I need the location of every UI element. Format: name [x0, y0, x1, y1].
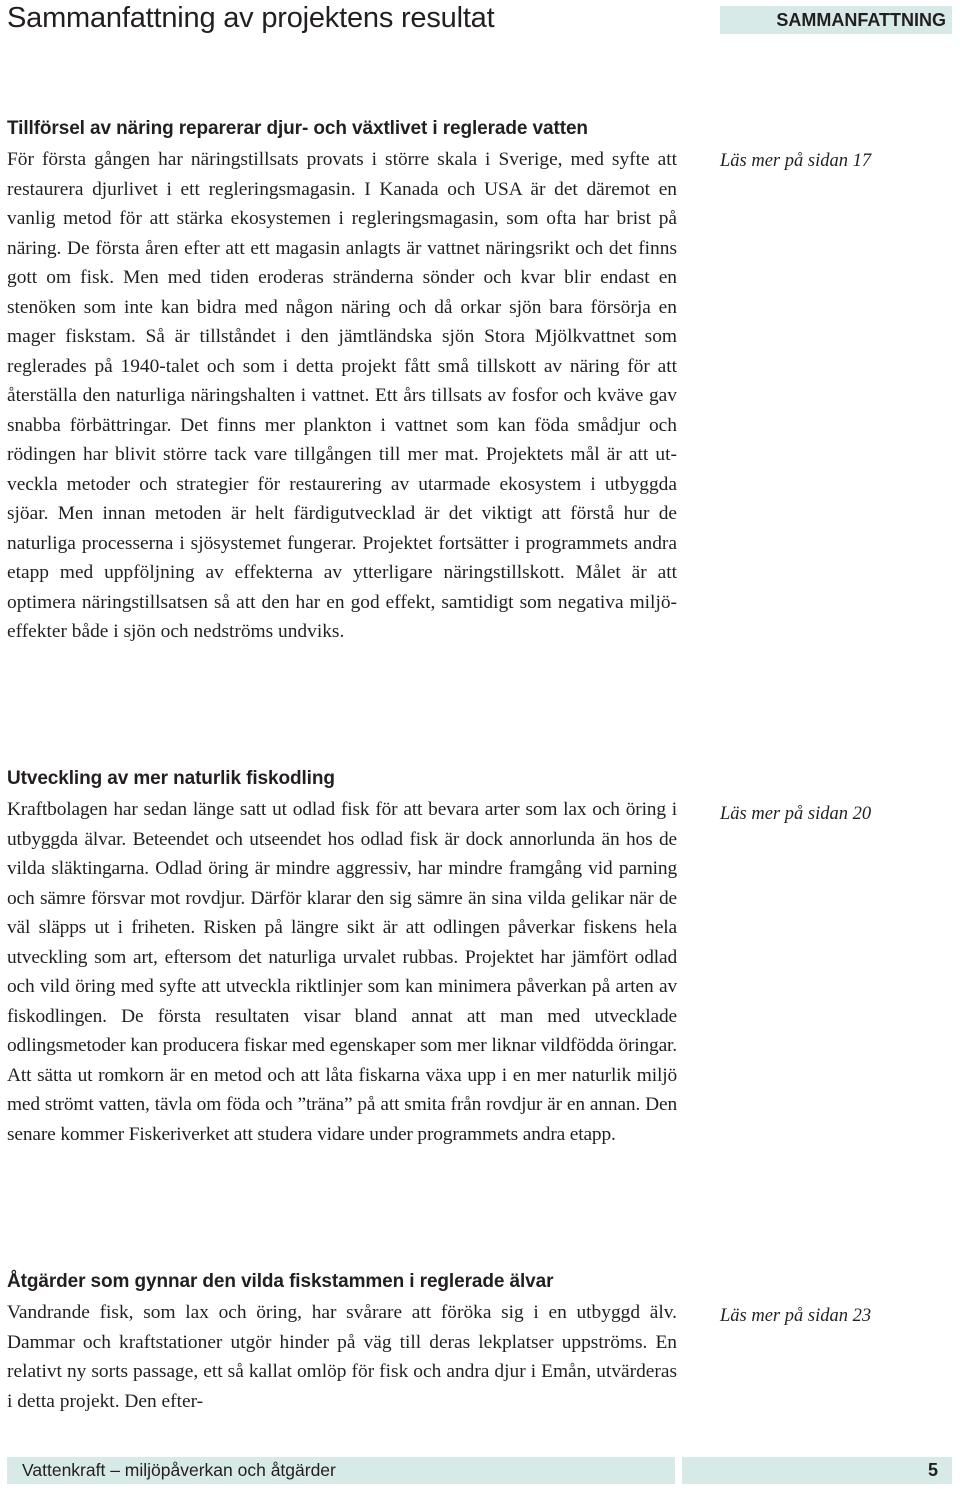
section-tag: SAMMANFATTNING [720, 6, 952, 34]
section-atgarder [7, 1270, 677, 1416]
page-reference: Läs mer på sidan 20 [720, 804, 872, 824]
page-reference: Läs mer på sidan 23 [720, 1306, 872, 1326]
section-body: Kraftbolagen har sedan länge satt ut odlad fisk för att bevara arter som lax och öring i utbyggda älvar. Beteendet och utseendet hos odlad fisk är dock annorlunda än hos de vilda släktingarna. Odlad öring är mindre aggressiv, har mindre framgång vid parning och sämre försvar mot rovdjur. Därför klarar den sig sämre än sina vilda gelikar när de väl släpps ut i friheten. Risken på längre sikt är att odlingen påverkar fiskens hela utveckling som art, eftersom det naturliga urvalet rubbas. Projektet har jämfört odlad och vild öring med syfte att utveckla riktlinjer som kan minimera påverkan på arten av fiskodlingen. De första resultaten visar bland annat att man med utvecklade odlingsmetoder kan producera fiskar med egenskaper som mer liknar vildfödda öringar. Att sätta ut romkorn är en metod och att låta fiskarna växa upp i en mer naturlik miljö med strömt vatten, tävla om föda och ”träna” på att smita från rovdjur är en annan. Den senare kommer Fiskeriverket att studera vidare under programmets andra etapp. [7, 799, 677, 1145]
page-footer [7, 1457, 952, 1484]
section-heading: Åtgärder som gynnar den vilda fiskstammen i reglerade älvar [7, 1271, 554, 1292]
section-heading: Tillförsel av näring reparerar djur- och växtlivet i reglerade vatten [7, 118, 588, 139]
page-number: 5 [927, 1460, 938, 1480]
section-body: För första gången har näringstillsats provats i större skala i Sverige, med syfte att restaurera djurlivet i ett regleringsmagasin. I Kanada och USA är det däremot en vanlig metod för att stärka ekosystemen i regleringsmagasin, som ofta har brist på näring. De första åren efter att ett magasin anlagts är vattnet näringsrikt och det finns gott om fisk. Men med tiden eroderas stränderna sönder och kvar blir endast en stenöken som inte kan bidra med någon näring och då orkar sjön bara försörja en mager fiskstam. Så är tillståndet i den jämtländska sjön Stora Mjölkvattnet som reglerades på 1940-talet och som i detta projekt fått små tillskott av näring för att återställa den naturliga näringshalten i vattnet. Ett års tillsats av fosfor och kväve gav snabba förbättringar. Det finns mer plankton i vattnet som kan föda smådjur och rödingen har blivit större tack vare tillgången till mer mat. Projektets mål är att utveckla metoder och strategier för restaurering av utarmade ekosystem i utbyggda sjöar. Men innan metoden är helt färdigutvecklad är det viktigt att förstå hur de naturliga processerna i sjösystemet fungerar. Projektet fortsätter i programmets andra etapp med uppföljning av effekterna av ytterligare näringstillskott. Målet är att optimera näringstillsatsen så att den har en god effekt, samtidigt som negativa miljöeffekter både i sjön och nedströms undviks. [7, 149, 677, 642]
page-reference: Läs mer på sidan 17 [720, 151, 872, 171]
section-fiskodling [7, 767, 677, 1149]
section-body: Vandrande fisk, som lax och öring, har svårare att föröka sig i en utbyggd älv. Dammar och kraftstationer utgör hinder på väg till deras lekplatser uppströms. En relativt ny sorts passage, ett så kallat omlöp för fisk och andra djur i Emån, utvärderas i detta projekt. Den efter- [7, 1302, 677, 1412]
publication-title: Vattenkraft – miljöpåverkan och åtgärder [22, 1460, 336, 1480]
section-heading: Utveckling av mer naturlik fiskodling [7, 768, 335, 789]
page-title: Sammanfattning av projektens resultat [7, 2, 495, 34]
footer-divider [675, 1457, 682, 1484]
section-naringstillforsel [7, 117, 677, 647]
